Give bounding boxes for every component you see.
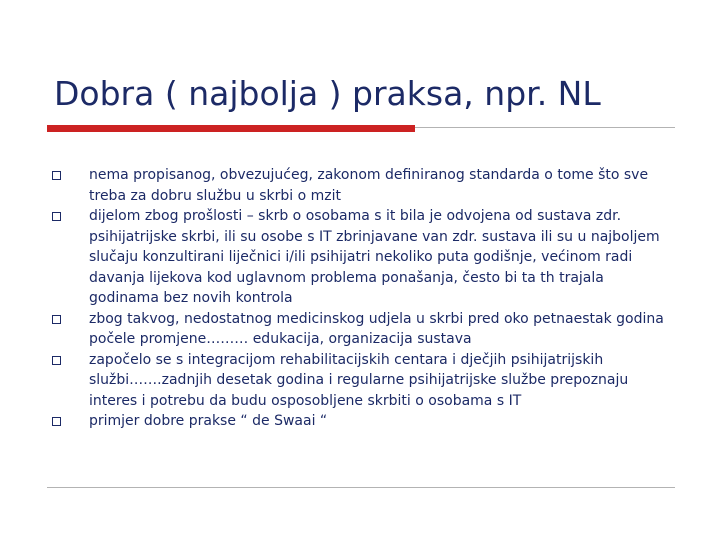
hollow-square-bullet-icon — [52, 417, 61, 426]
title-underline-accent — [47, 125, 415, 132]
bullet-text: nema propisanog, obvezujućeg, zakonom definiranog standarda o tome što sve treba za dobru službu u skrbi o mzit — [89, 167, 649, 204]
bullet-text: započelo se s integracijom rehabilitacijskih centara i dječjih psihijatrijskih službi…….zadnjih desetak godina i regularne psihijatrijske službe prepoznaju interes i potrebu da budu osposobljene skrbiti o osobama s IT — [89, 351, 629, 409]
hollow-square-bullet-icon — [52, 212, 61, 221]
hollow-square-bullet-icon — [52, 356, 61, 365]
bullet-item — [50, 350, 672, 412]
title-underline-divider — [415, 127, 675, 128]
hollow-square-bullet-icon — [52, 315, 61, 324]
bullet-item — [50, 411, 672, 432]
bullet-text: dijelom zbog prošlosti – skrb o osobama s it bila je odvojena od sustava zdr. psihijatrijske skrbi, ili su osobe s IT zbrinjavane van zdr. sustava ili su u najboljem slučaju konzultirani liječnici i/ili psihijatri nekoliko puta godišnje, većinom radi davanja lijekova kod uglavnom problema ponašanja, često bi ta th trajala godinama bez novih kontrola — [89, 208, 660, 306]
slide-title: Dobra ( najbolja ) praksa, npr. NL — [54, 74, 601, 113]
bullet-item — [50, 309, 672, 350]
bullet-text: primjer dobre prakse “ de Swaai “ — [89, 413, 328, 429]
bullet-item — [50, 165, 672, 206]
footer-divider — [47, 487, 675, 488]
bullet-text: zbog takvog, nedostatnog medicinskog udjela u skrbi pred oko petnaestak godina počele promjene……… edukacija, organizacija sustava — [89, 310, 664, 347]
hollow-square-bullet-icon — [52, 171, 61, 180]
bullet-list — [50, 165, 672, 432]
bullet-item — [50, 206, 672, 309]
